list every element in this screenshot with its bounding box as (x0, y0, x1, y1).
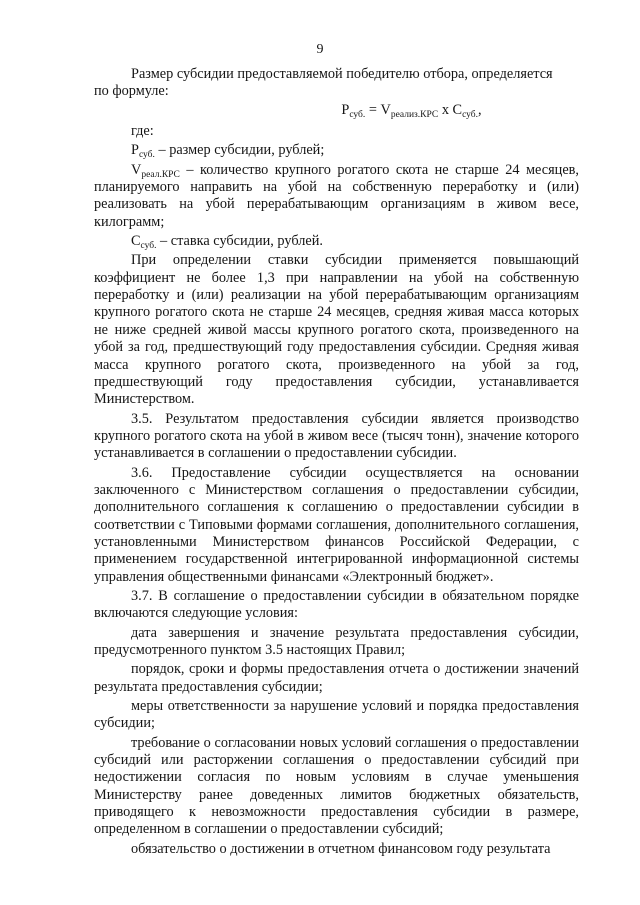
paragraph-3-6: 3.6. Предоставление субсидии осуществляется на основании заключенного с Министерством соглашения о предоставлении субсидии, дополнительного соглашения к соглашению о предоставлении субсидии в соответствии с Типовыми формами соглашения, дополнительного соглашения, установленными Министерством финансов Российской Федерации, с применением государственной интегрированной информационной системы управления общественными финансами «Электронный бюджет». (94, 464, 579, 585)
paragraph-coefficient: При определении ставки субсидии применяется повышающий коэффициент не более 1,3 при направлении на убой на собственную переработку и (или) реализации на убой перерабатывающим организациям крупного рогатого скота не старше 24 месяцев, средняя живая масса которых не ниже средней живой массы крупного рогатого скота, произведенного на убой за год, предшествующий году предоставления субсидии. Средняя живая масса крупного рогатого скота, произведенного на убой за год, предшествующий году предоставления субсидии, устанавливается Министерством. (94, 252, 579, 408)
where-label: где: (131, 123, 154, 140)
paragraph-3-5: 3.5. Результатом предоставления субсидии является производство крупного рогатого скота на убой в живом весе (тысяч тонн), значение которого устанавливается в соглашении о предоставлении субсидии. (94, 410, 579, 462)
paragraph-3-7: 3.7. В соглашение о предоставлении субсидии в обязательном порядке включаются следующие условия: (94, 587, 579, 622)
intro-line-2: по формуле: (94, 83, 169, 100)
condition-item: дата завершения и значение результата предоставления субсидии, предусмотренного пунктом 3.5 настоящих Правил; (94, 624, 579, 658)
definition-v: $V_{реал.КРС}$ – количество крупного рогатого скота не старше 24 месяцев, планируемого направить на убой на собственную переработку и (или) реализовать на убой перерабатывающим организациям в живом весе, килограмм; (94, 161, 579, 230)
page-number: 9 (316, 42, 324, 57)
condition-item: меры ответственности за нарушение условий и порядка предоставления субсидии; (94, 698, 579, 732)
condition-item: требование о согласовании новых условий соглашения о предоставлении субсидий или расторжении соглашения о предоставлении субсидий при недостижении согласия по новым условиям в случае уменьшения Министерству ранее доведенных лимитов бюджетных обязательств, приводящего к невозможности предоставления субсидии в размере, определенном в соглашении о предоставлении субсидий; (94, 734, 579, 838)
definition-p: $P_{суб.}$ – размер субсидии, рублей; (131, 142, 325, 161)
subsidy-formula: $P_{суб.} = V_{реализ.КРС}$ x $C_{суб.}$, (341, 101, 482, 120)
page-body (94, 66, 579, 858)
intro-line: Размер субсидии предоставляемой победителю отбора, определяется (131, 66, 553, 82)
definition-c: $C_{суб.}$ – ставка субсидии, рублей. (131, 233, 323, 252)
condition-item: обязательство о достижении в отчетном финансовом году результата (131, 840, 551, 857)
condition-item: порядок, сроки и формы предоставления отчета о достижении значений результата предоставления субсидии; (94, 661, 579, 695)
